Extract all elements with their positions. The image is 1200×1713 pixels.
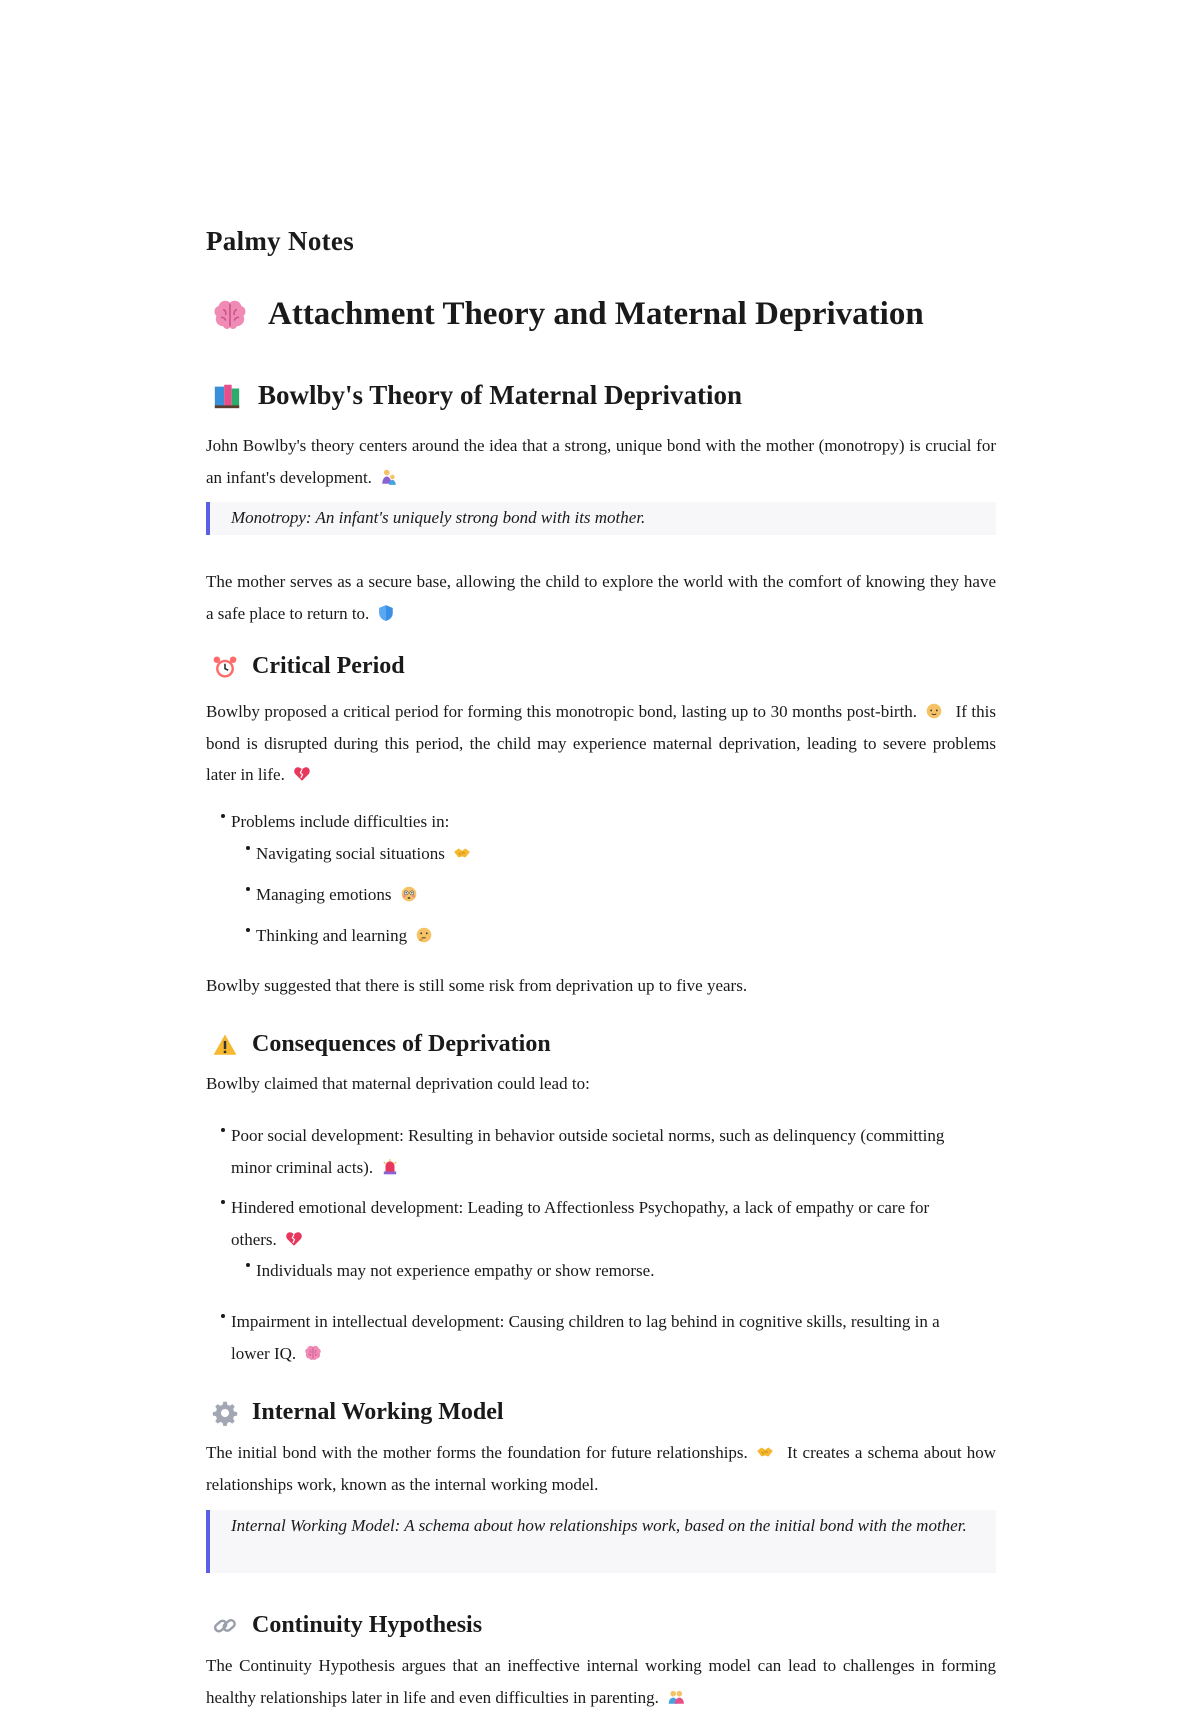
paragraph-text: It creates a schema about how relationships work, known as the internal working model.	[206, 1443, 997, 1494]
warning-icon	[212, 1032, 238, 1058]
paragraph-text: Bowlby suggested that there is still some risk from deprivation up to five years.	[206, 976, 748, 995]
list-item-text: Managing emotions	[256, 885, 392, 904]
subsection-heading-consequences	[212, 1031, 551, 1058]
handshake-icon	[453, 844, 471, 862]
list-item	[231, 1120, 966, 1183]
siren-icon	[381, 1158, 399, 1176]
broken-heart-icon	[285, 1230, 303, 1248]
subsection-heading-text: Critical Period	[252, 653, 405, 679]
paragraph-text: If this bond is disrupted during this period, the child may experience maternal deprivation, leading to severe problems later in life.	[206, 702, 996, 784]
paragraph-text: The initial bond with the mother forms the foundation for future relationships.	[206, 1443, 748, 1462]
subsection-heading-text: Internal Working Model	[252, 1399, 504, 1425]
books-icon	[212, 381, 242, 411]
list-item	[256, 1255, 654, 1287]
alarm-clock-icon	[212, 654, 238, 680]
paragraph	[206, 1068, 996, 1100]
subsection-heading-internal-working-model	[212, 1399, 504, 1426]
subsection-heading-continuity-hypothesis	[212, 1612, 482, 1639]
list-item	[231, 1192, 976, 1255]
family-icon	[380, 468, 398, 486]
link-icon	[212, 1613, 238, 1639]
handshake-icon	[756, 1443, 774, 1461]
paragraph-text: The Continuity Hypothesis argues that an ineffective internal working model can lead to challenges in forming healthy relationships later in life and even difficulties in parenting.	[206, 1656, 996, 1707]
list-item	[231, 806, 449, 838]
paragraph-text: John Bowlby's theory centers around the idea that a strong, unique bond with the mother (monotropy) is crucial for an infant's development.	[206, 436, 996, 487]
list-item-text: Hindered emotional development: Leading to Affectionless Psychopathy, a lack of empathy or care for others.	[231, 1198, 930, 1249]
list-item-text: Problems include difficulties in:	[231, 812, 450, 831]
list-item	[256, 838, 471, 870]
brain-icon	[304, 1344, 322, 1362]
shield-icon	[377, 604, 395, 622]
gear-icon	[212, 1400, 238, 1426]
section-heading-bowlby	[212, 380, 742, 411]
flushed-face-icon	[400, 885, 418, 903]
list-item	[231, 1306, 966, 1369]
broken-heart-icon	[293, 765, 311, 783]
definition-callout	[206, 1510, 996, 1573]
callout-text: Internal Working Model: A schema about how relationships work, based on the initial bond with the mother.	[231, 1516, 967, 1535]
paragraph	[206, 970, 996, 1002]
list-item-text: Navigating social situations	[256, 844, 445, 863]
brain-icon	[212, 297, 248, 333]
paragraph	[206, 1650, 996, 1713]
app-title: Palmy Notes	[206, 226, 355, 256]
list-item-text: Poor social development: Resulting in behavior outside societal norms, such as delinquency (committing minor criminal acts).	[231, 1126, 945, 1177]
list-item	[256, 879, 418, 911]
paragraph	[206, 696, 996, 791]
paragraph	[206, 566, 996, 629]
page-title-text: Attachment Theory and Maternal Deprivation	[268, 296, 924, 332]
list-item-text: Thinking and learning	[256, 926, 408, 945]
section-heading-text: Bowlby's Theory of Maternal Deprivation	[258, 380, 742, 410]
paragraph-text: Bowlby claimed that maternal deprivation could lead to:	[206, 1074, 590, 1093]
callout-text: Monotropy: An infant's uniquely strong bond with its mother.	[231, 508, 646, 527]
page-title	[212, 296, 924, 333]
list-item-text: Impairment in intellectual development: Causing children to lag behind in cognitive skills, resulting in a lower IQ.	[231, 1312, 940, 1363]
baby-icon	[925, 702, 943, 720]
people-icon	[667, 1688, 685, 1706]
paragraph	[206, 430, 996, 493]
subsection-heading-text: Continuity Hypothesis	[252, 1612, 483, 1638]
definition-callout	[206, 502, 996, 535]
list-item-text: Individuals may not experience empathy or show remorse.	[256, 1261, 655, 1280]
paragraph-text: Bowlby proposed a critical period for forming this monotropic bond, lasting up to 30 months post-birth.	[206, 702, 918, 721]
thinking-face-icon	[415, 926, 433, 944]
paragraph-text: The mother serves as a secure base, allowing the child to explore the world with the comfort of knowing they have a safe place to return to.	[206, 572, 996, 623]
list-item	[256, 920, 433, 952]
paragraph	[206, 1437, 996, 1500]
subsection-heading-critical-period	[212, 653, 405, 680]
subsection-heading-text: Consequences of Deprivation	[252, 1031, 551, 1057]
